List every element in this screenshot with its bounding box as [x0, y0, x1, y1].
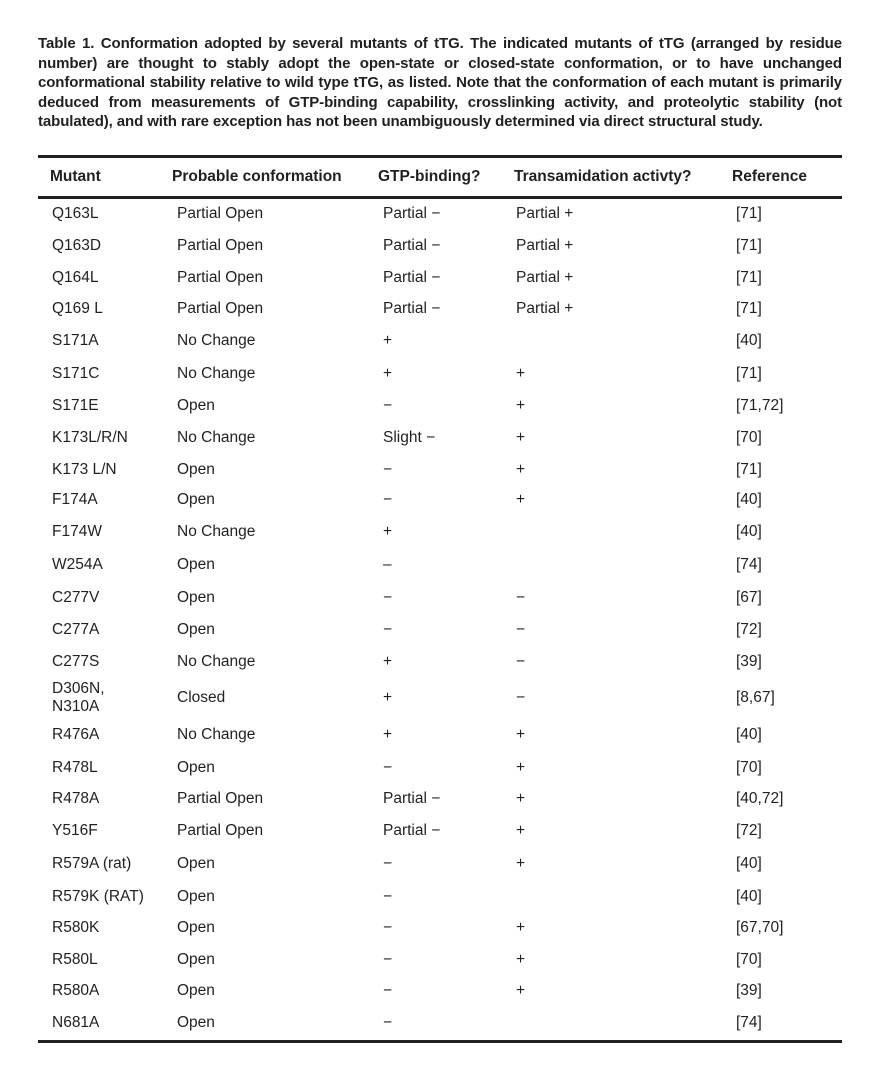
cell-reference: [71] — [736, 364, 762, 382]
cell-transamidation: + — [516, 919, 526, 936]
cell-mutant: R580A — [52, 981, 100, 999]
cell-mutant: R580K — [52, 919, 100, 936]
header-transamidation: Transamidation activty? — [514, 168, 692, 185]
table-row — [38, 515, 842, 548]
cell-transamidation: − — [516, 621, 526, 638]
table-body — [38, 199, 842, 1040]
cell-reference: [40,72] — [736, 790, 784, 807]
cell-transamidation: + — [516, 428, 526, 446]
table-row — [38, 454, 842, 485]
cell-gtp-binding: + — [383, 653, 393, 670]
cell-gtp-binding: − — [383, 396, 393, 414]
cell-mutant: R478L — [52, 758, 98, 776]
cell-conformation: Partial Open — [177, 269, 264, 286]
cell-mutant: R478A — [52, 790, 100, 807]
cell-mutant: W254A — [52, 555, 103, 573]
cell-transamidation: + — [516, 396, 526, 414]
cell-mutant: C277S — [52, 653, 100, 670]
cell-transamidation: + — [516, 854, 526, 872]
cell-gtp-binding: − — [383, 951, 393, 968]
cell-mutant: R579K (RAT) — [52, 887, 144, 905]
cell-gtp-binding: − — [383, 588, 393, 606]
cell-transamidation: − — [516, 588, 526, 606]
cell-conformation: Open — [177, 951, 215, 968]
cell-mutant: R580L — [52, 951, 98, 968]
cell-gtp-binding: Partial − — [383, 205, 441, 222]
cell-gtp-binding: − — [383, 981, 393, 999]
cell-gtp-binding: − — [383, 491, 393, 508]
cell-reference: [40] — [736, 332, 762, 349]
cell-conformation: Open — [177, 981, 215, 999]
cell-conformation: Open — [177, 396, 215, 414]
cell-conformation: No Change — [177, 332, 256, 349]
header-reference: Reference — [732, 168, 807, 185]
table-row — [38, 783, 842, 815]
cell-transamidation: + — [516, 981, 526, 999]
cell-transamidation: + — [516, 364, 526, 382]
cell-mutant: S171C — [52, 364, 100, 382]
cell-mutant: S171A — [52, 332, 99, 349]
cell-reference: [70] — [736, 951, 762, 968]
cell-gtp-binding: + — [383, 364, 393, 382]
header-conformation: Probable conformation — [172, 168, 342, 185]
table-row — [38, 548, 842, 581]
table-row — [38, 421, 842, 454]
table-row — [38, 718, 842, 752]
cell-reference: [71,72] — [736, 396, 784, 414]
cell-conformation: No Change — [177, 364, 256, 382]
cell-reference: [40] — [736, 726, 762, 743]
cell-conformation: Partial Open — [177, 790, 264, 807]
cell-conformation: Partial Open — [177, 821, 264, 839]
cell-mutant: Y516F — [52, 821, 98, 839]
cell-mutant: S171E — [52, 396, 99, 414]
mutant-conformation-table — [38, 155, 842, 1043]
cell-conformation: Open — [177, 887, 215, 905]
cell-transamidation: Partial + — [516, 205, 574, 222]
cell-gtp-binding: Partial − — [383, 790, 441, 807]
cell-conformation: Open — [177, 491, 215, 508]
cell-gtp-binding: + — [383, 332, 393, 349]
cell-gtp-binding: − — [383, 854, 393, 872]
table-header-row — [38, 158, 842, 196]
cell-gtp-binding: Partial − — [383, 821, 441, 839]
cell-conformation: No Change — [177, 653, 256, 670]
cell-transamidation: Partial + — [516, 237, 574, 254]
table-row — [38, 752, 842, 783]
table-bottom-rule — [38, 1040, 842, 1043]
cell-conformation: Open — [177, 1013, 215, 1031]
cell-gtp-binding: – — [383, 555, 392, 573]
cell-conformation: Open — [177, 758, 215, 776]
cell-reference: [71] — [736, 237, 762, 254]
cell-transamidation: − — [516, 653, 526, 670]
cell-transamidation: Partial + — [516, 269, 574, 286]
cell-gtp-binding: − — [383, 460, 393, 478]
table-row — [38, 357, 842, 390]
table-row — [38, 976, 842, 1005]
table-row — [38, 646, 842, 678]
cell-mutant: F174A — [52, 491, 98, 508]
table-caption: Table 1. Conformation adopted by several mutants of tTG. The indicated mutants of tTG (arranged by residue number) are thought to stably adopt the open-state or closed-state conformation, or to have unchanged conformational stability relative to wild type tTG, as listed. Note that the conformation of each mutant is primarily deduced from measurements of GTP-binding capability, crosslinking activity, and proteolytic stability (not tabulated), and with rare exception has not been unambiguously determined via direct structural study. — [38, 35, 842, 130]
table-row — [38, 581, 842, 614]
table-row — [38, 881, 842, 912]
cell-reference: [70] — [736, 428, 762, 446]
cell-conformation: No Change — [177, 428, 256, 446]
table-row — [38, 263, 842, 293]
cell-mutant: Q163L — [52, 205, 99, 222]
cell-gtp-binding: − — [383, 758, 393, 776]
cell-reference: [70] — [736, 758, 762, 776]
cell-conformation: Open — [177, 919, 215, 936]
cell-reference: [71] — [736, 460, 762, 478]
table-row — [38, 1005, 842, 1040]
table-row — [38, 912, 842, 944]
header-mutant: Mutant — [50, 168, 101, 185]
cell-reference: [40] — [736, 491, 762, 508]
cell-mutant: N681A — [52, 1013, 100, 1031]
cell-conformation: No Change — [177, 522, 256, 540]
cell-transamidation: − — [516, 689, 526, 706]
cell-gtp-binding: Partial − — [383, 269, 441, 286]
table-row — [38, 325, 842, 357]
cell-gtp-binding: − — [383, 887, 393, 905]
table-row — [38, 293, 842, 325]
cell-gtp-binding: Partial − — [383, 300, 441, 317]
cell-mutant: F174W — [52, 522, 102, 540]
cell-reference: [40] — [736, 887, 762, 905]
cell-reference: [72] — [736, 621, 762, 638]
table-row — [38, 485, 842, 515]
cell-transamidation: + — [516, 758, 526, 776]
cell-gtp-binding: + — [383, 522, 393, 540]
cell-gtp-binding: − — [383, 919, 393, 936]
cell-transamidation: Partial + — [516, 300, 574, 317]
table-row — [38, 678, 842, 718]
table-row — [38, 614, 842, 646]
cell-conformation: Partial Open — [177, 205, 264, 222]
cell-reference: [40] — [736, 854, 762, 872]
cell-mutant: K173 L/N — [52, 460, 117, 478]
table-row — [38, 944, 842, 976]
table-row — [38, 390, 842, 421]
cell-mutant: K173L/R/N — [52, 428, 128, 446]
cell-gtp-binding: + — [383, 689, 393, 706]
header-gtp-binding: GTP-binding? — [378, 168, 481, 185]
cell-conformation: Partial Open — [177, 237, 264, 254]
table-row — [38, 229, 842, 263]
cell-conformation: Partial Open — [177, 300, 264, 317]
cell-reference: [71] — [736, 300, 762, 317]
cell-mutant: C277A — [52, 621, 100, 638]
cell-transamidation: + — [516, 821, 526, 839]
cell-reference: [39] — [736, 981, 762, 999]
cell-transamidation: + — [516, 951, 526, 968]
cell-conformation: Open — [177, 555, 215, 573]
cell-gtp-binding: Partial − — [383, 237, 441, 254]
cell-reference: [74] — [736, 555, 762, 573]
cell-conformation: Open — [177, 460, 215, 478]
cell-mutant: R579A (rat) — [52, 854, 132, 872]
cell-gtp-binding: − — [383, 621, 393, 638]
cell-transamidation: + — [516, 726, 526, 743]
cell-mutant: Q169 L — [52, 300, 103, 317]
cell-reference: [67] — [736, 588, 762, 606]
cell-transamidation: + — [516, 491, 526, 508]
cell-reference: [39] — [736, 653, 762, 670]
cell-conformation: Closed — [177, 689, 226, 706]
cell-conformation: Open — [177, 621, 215, 638]
cell-reference: [67,70] — [736, 919, 784, 936]
cell-conformation: Open — [177, 588, 215, 606]
cell-mutant: R476A — [52, 726, 100, 743]
cell-mutant: D306N, N310A — [52, 680, 105, 715]
cell-mutant: C277V — [52, 588, 100, 606]
cell-gtp-binding: − — [383, 1013, 393, 1031]
cell-reference: [74] — [736, 1013, 762, 1031]
table-row — [38, 846, 842, 881]
cell-reference: [71] — [736, 269, 762, 286]
cell-gtp-binding: Slight − — [383, 428, 436, 446]
table-row — [38, 815, 842, 846]
cell-reference: [40] — [736, 522, 762, 540]
cell-conformation: No Change — [177, 726, 256, 743]
cell-gtp-binding: + — [383, 726, 393, 743]
cell-transamidation: + — [516, 460, 526, 478]
cell-reference: [8,67] — [736, 689, 775, 706]
cell-reference: [72] — [736, 821, 762, 839]
cell-mutant: Q164L — [52, 269, 99, 286]
cell-transamidation: + — [516, 790, 526, 807]
cell-reference: [71] — [736, 205, 762, 222]
table-row — [38, 199, 842, 229]
cell-conformation: Open — [177, 854, 215, 872]
cell-mutant: Q163D — [52, 237, 102, 254]
